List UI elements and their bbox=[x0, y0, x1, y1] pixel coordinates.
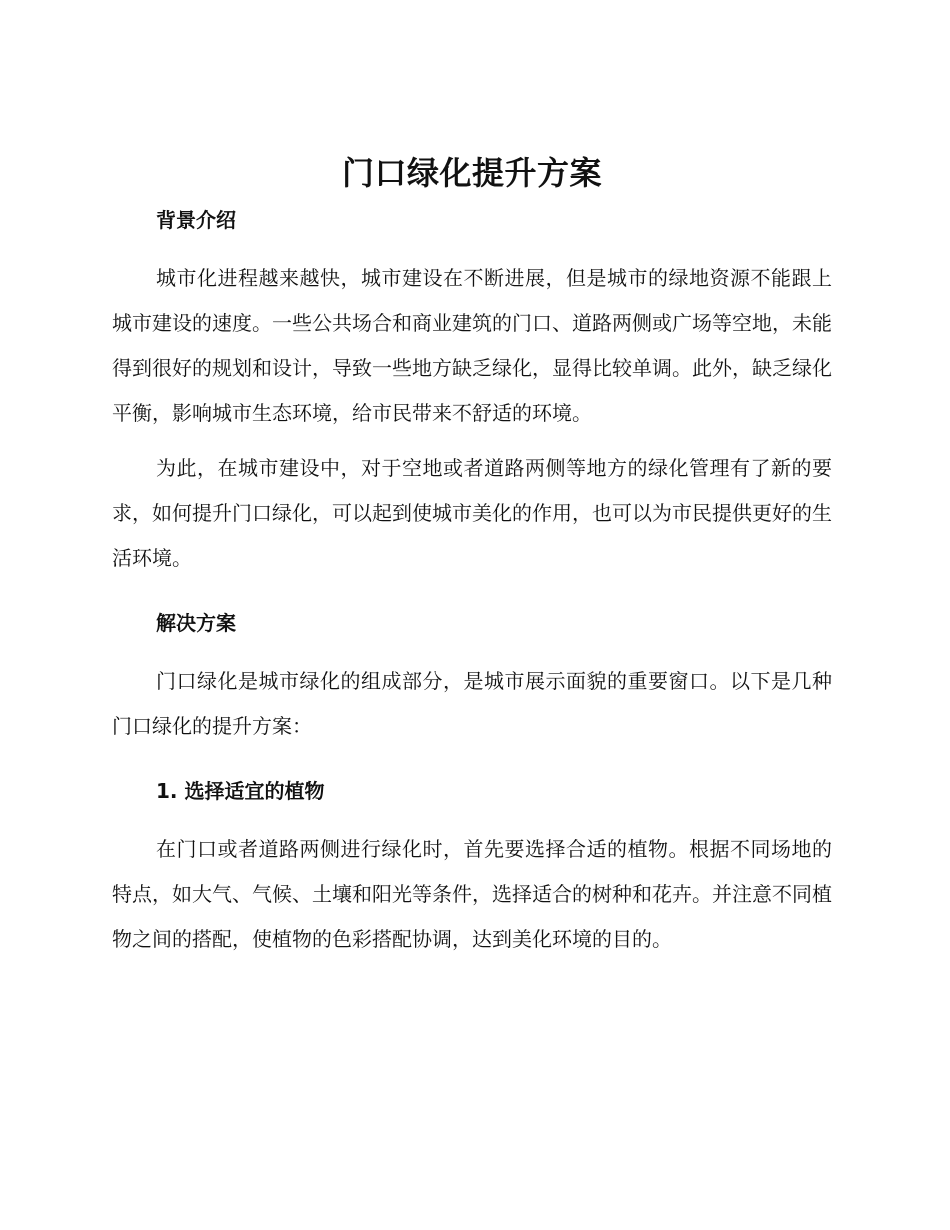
paragraph-background-2: 为此，在城市建设中，对于空地或者道路两侧等地方的绿化管理有了新的要求，如何提升门口绿化，可以起到使城市美化的作用，也可以为市民提供更好的生活环境。 bbox=[112, 456, 832, 570]
paragraph-plants-1: 在门口或者道路两侧进行绿化时，首先要选择合适的植物。根据不同场地的特点，如大气、气候、土壤和阳光等条件，选择适合的树种和花卉。并注意不同植物之间的搭配，使植物的色彩搭配协调，达到美化环境的目的。 bbox=[112, 837, 832, 951]
section-heading-background: 背景介绍 bbox=[156, 208, 236, 232]
document-body bbox=[112, 150, 832, 962]
section-heading-solution: 解决方案 bbox=[156, 611, 236, 635]
paragraph-solution-1: 门口绿化是城市绿化的组成部分，是城市展示面貌的重要窗口。以下是几种门口绿化的提升方案： bbox=[112, 669, 832, 738]
document-title: 门口绿化提升方案 bbox=[341, 154, 602, 192]
section-heading-plants: 1. 选择适宜的植物 bbox=[156, 779, 325, 803]
paragraph-background-1: 城市化进程越来越快，城市建设在不断进展，但是城市的绿地资源不能跟上城市建设的速度。一些公共场合和商业建筑的门口、道路两侧或广场等空地，未能得到很好的规划和设计，导致一些地方缺乏绿化，显得比较单调。此外，缺乏绿化平衡，影响城市生态环境，给市民带来不舒适的环境。 bbox=[112, 266, 832, 425]
